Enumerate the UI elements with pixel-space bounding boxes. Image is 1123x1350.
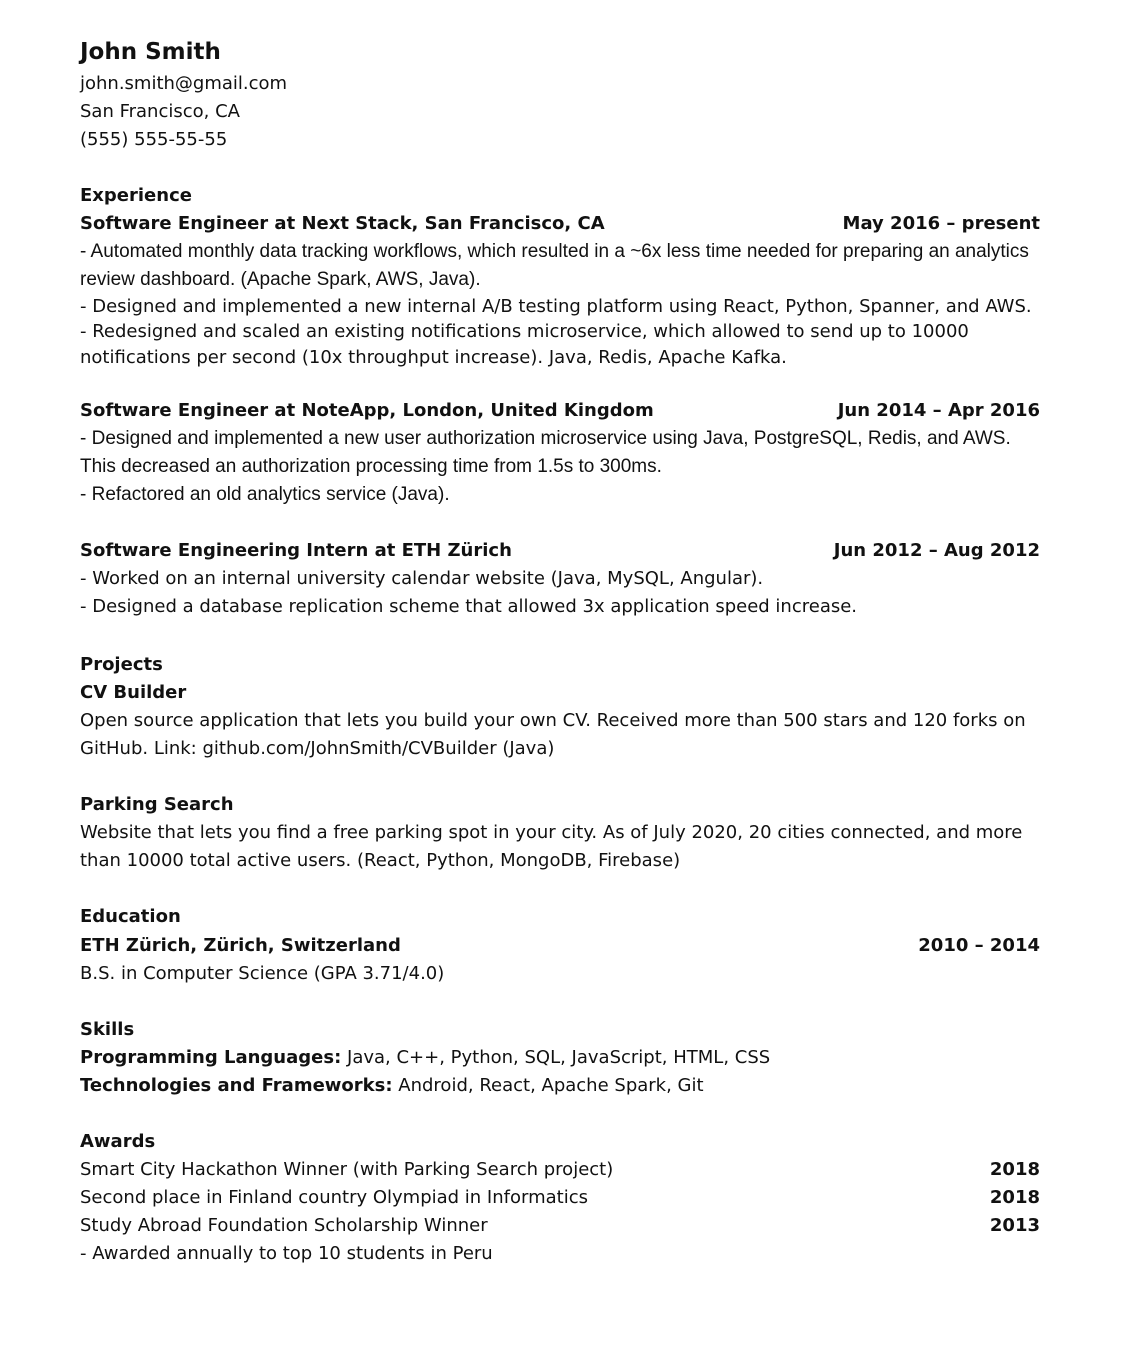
job-entry [80,210,1040,371]
job-dates: Jun 2014 – Apr 2016 [837,400,1040,421]
job-bullet: - Designed a database replication scheme that allowed 3x application speed increase. [80,596,858,617]
project-description: Open source application that lets you build your own CV. Received more than 500 stars and 120 forks on GitHub. Link: github.com/JohnSmith/CVBuilder (Java) [80,710,1026,759]
skills-tech-line [80,1072,1040,1100]
section-title-awards: Awards [80,1131,156,1152]
email[interactable]: john.smith@gmail.com [80,73,288,94]
award-name: Second place in Finland country Olympiad in Informatics [80,1187,588,1208]
degree: B.S. in Computer Science (GPA 3.71/4.0) [80,963,445,984]
job-role: Software Engineering Intern at ETH Zürich [80,540,512,561]
job-entry [80,397,1040,509]
phone[interactable]: (555) 555-55-55 [80,129,228,150]
award-year: 2013 [989,1215,1040,1236]
section-title-education: Education [80,906,181,927]
section-title-skills: Skills [80,1019,135,1040]
award-note: - Awarded annually to top 10 students in Peru [80,1243,493,1264]
location: San Francisco, CA [80,101,240,122]
resume-header [80,36,1040,154]
education-dates: 2010 – 2014 [918,935,1040,956]
skills-languages-label: Programming Languages: [80,1047,342,1068]
job-bullet: - Designed and implemented a new internal A/B testing platform using React, Python, Spanner, and AWS. [80,296,1032,317]
education-section [80,903,1040,988]
skills-section [80,1016,1040,1100]
award-item [80,1184,1040,1212]
award-name: Smart City Hackathon Winner (with Parking Search project) [80,1159,614,1180]
award-year: 2018 [989,1159,1040,1180]
school-name: ETH Zürich, Zürich, Switzerland [80,935,401,956]
contact-info [80,70,1040,154]
job-bullet: - Refactored an old analytics service (Java). [80,484,450,505]
award-item [80,1156,1040,1184]
section-title-projects: Projects [80,654,163,675]
resume-page [80,36,1040,1268]
job-bullet: - Automated monthly data tracking workflows, which resulted in a ~6x less time needed for preparing an analytics review dashboard. (Apache Spark, AWS, Java). [80,241,1029,290]
candidate-name: John Smith [80,39,221,65]
project-name: Parking Search [80,794,234,815]
award-item [80,1212,1040,1240]
project-entry [80,679,1040,763]
skills-languages-value: Java, C++, Python, SQL, JavaScript, HTML, CSS [347,1047,771,1068]
project-name: CV Builder [80,682,187,703]
projects-section [80,651,1040,875]
project-entry [80,791,1040,875]
job-bullet: - Redesigned and scaled an existing notifications microservice, which allowed to send up to 10000 notifications per second (10x throughput increase). Java, Redis, Apache Kafka. [80,321,969,368]
experience-section [80,182,1040,621]
job-entry [80,537,1040,621]
job-dates: Jun 2012 – Aug 2012 [833,540,1040,561]
job-dates: May 2016 – present [842,213,1040,234]
award-year: 2018 [989,1187,1040,1208]
skills-languages-line [80,1044,1040,1072]
skills-tech-label: Technologies and Frameworks: [80,1075,393,1096]
job-bullet: - Designed and implemented a new user authorization microservice using Java, PostgreSQL, Redis, and AWS. This decreased an authorization processing time from 1.5s to 300ms. [80,428,1011,477]
skills-tech-value: Android, React, Apache Spark, Git [398,1075,704,1096]
section-title-experience: Experience [80,185,192,206]
job-role: Software Engineer at Next Stack, San Francisco, CA [80,213,605,234]
project-description: Website that lets you find a free parking spot in your city. As of July 2020, 20 cities connected, and more than 10000 total active users. (React, Python, MongoDB, Firebase) [80,822,1023,871]
award-name: Study Abroad Foundation Scholarship Winner [80,1215,488,1236]
job-role: Software Engineer at NoteApp, London, United Kingdom [80,400,654,421]
job-bullet: - Worked on an internal university calendar website (Java, MySQL, Angular). [80,568,764,589]
awards-section [80,1128,1040,1268]
